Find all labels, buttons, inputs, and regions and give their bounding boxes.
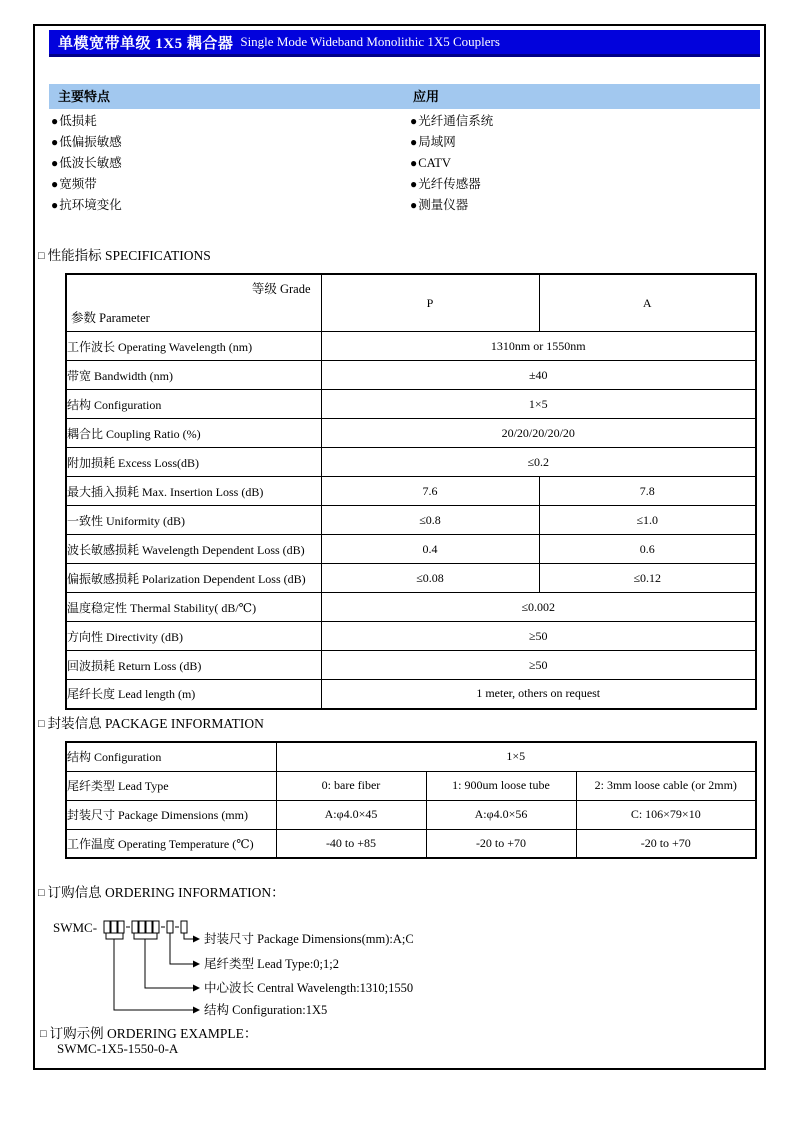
row-value: A:φ4.0×45 <box>276 800 426 829</box>
legend-package-dimensions: 封装尺寸 Package Dimensions(mm):A;C <box>204 932 414 946</box>
section-title-zh: 性能指标 <box>47 248 102 263</box>
specifications-table <box>65 273 757 710</box>
row-value: A:φ4.0×56 <box>426 800 576 829</box>
features-heading: 主要特点 <box>58 89 111 104</box>
row-value-a: 0.6 <box>539 535 756 564</box>
feature-label: 低偏振敏感 <box>59 135 122 149</box>
row-value: 1310nm or 1550nm <box>321 332 756 361</box>
table-header-row <box>66 274 756 332</box>
bullet-icon: ● <box>51 198 59 212</box>
table-row <box>66 448 756 477</box>
row-label: 回波损耗 Return Loss (dB) <box>66 651 321 680</box>
row-value-p: 0.4 <box>321 535 539 564</box>
legend-central-wavelength: 中心波长 Central Wavelength:1310;1550 <box>204 981 414 995</box>
application-label: 光纤传感器 <box>418 177 481 191</box>
row-value: -20 to +70 <box>576 829 756 858</box>
list-item <box>51 174 122 195</box>
table-row <box>66 477 756 506</box>
row-label: 附加损耗 Excess Loss(dB) <box>66 448 321 477</box>
table-row <box>66 419 756 448</box>
row-value: -40 to +85 <box>276 829 426 858</box>
section-title-en: ORDERING INFORMATION： <box>105 885 285 900</box>
legend-configuration: 结构 Configuration:1X5 <box>204 1003 328 1017</box>
row-value-p: ≤0.08 <box>321 564 539 593</box>
grade-label: 等级 Grade <box>251 282 311 296</box>
package-section-title <box>38 712 264 732</box>
ordering-section-title <box>38 881 285 901</box>
legend-lead-type: 尾纤类型 Lead Type:0;1;2 <box>204 957 339 971</box>
row-value: ≤0.002 <box>321 593 756 622</box>
bullet-icon: ● <box>51 114 59 128</box>
row-value-a: ≤0.12 <box>539 564 756 593</box>
list-item <box>410 174 493 195</box>
diagram-connector-lines <box>106 933 193 1010</box>
table-row <box>66 680 756 709</box>
specifications-section-title <box>38 244 211 264</box>
package-table <box>65 741 757 859</box>
row-value: 1: 900um loose tube <box>426 771 576 800</box>
list-item <box>51 153 122 174</box>
row-label: 结构 Configuration <box>66 742 276 771</box>
bullet-icon: ● <box>410 177 418 191</box>
square-bullet-icon: □ <box>38 250 45 262</box>
applications-heading: 应用 <box>413 89 440 104</box>
bullet-icon: ● <box>410 198 418 212</box>
application-label: 光纤通信系统 <box>418 114 494 128</box>
row-value-a: ≤1.0 <box>539 506 756 535</box>
column-header-p: P <box>321 274 539 332</box>
table-row <box>66 622 756 651</box>
corner-cell <box>66 274 321 332</box>
list-item <box>51 132 122 153</box>
ordering-example-code: SWMC-1X5-1550-0-A <box>57 1041 179 1056</box>
row-label: 尾纤类型 Lead Type <box>66 771 276 800</box>
row-label: 尾纤长度 Lead length (m) <box>66 680 321 709</box>
row-value-p: 7.6 <box>321 477 539 506</box>
table-row <box>66 771 756 800</box>
row-value-a: 7.8 <box>539 477 756 506</box>
row-label: 带宽 Bandwidth (nm) <box>66 361 321 390</box>
code-digit-boxes <box>104 921 187 933</box>
application-label: 局域网 <box>418 135 456 149</box>
row-value: ≤0.2 <box>321 448 756 477</box>
table-row <box>66 829 756 858</box>
row-label: 工作波长 Operating Wavelength (nm) <box>66 332 321 361</box>
row-label: 偏振敏感损耗 Polarization Dependent Loss (dB) <box>66 564 321 593</box>
row-label: 温度稳定性 Thermal Stability( dB/℃) <box>66 593 321 622</box>
list-item <box>51 111 122 132</box>
row-value: 1×5 <box>321 390 756 419</box>
row-value: ≥50 <box>321 651 756 680</box>
row-label: 方向性 Directivity (dB) <box>66 622 321 651</box>
table-row <box>66 361 756 390</box>
row-value: C: 106×79×10 <box>576 800 756 829</box>
features-list <box>51 111 122 216</box>
row-value: 1×5 <box>276 742 756 771</box>
row-value: ±40 <box>321 361 756 390</box>
feature-label: 低波长敏感 <box>59 156 122 170</box>
feature-label: 低损耗 <box>59 114 97 128</box>
table-row <box>66 390 756 419</box>
section-title-zh: 订购示例 <box>49 1026 104 1041</box>
table-row <box>66 651 756 680</box>
row-label: 结构 Configuration <box>66 390 321 419</box>
bullet-icon: ● <box>51 135 59 149</box>
row-value: 2: 3mm loose cable (or 2mm) <box>576 771 756 800</box>
applications-list <box>410 111 493 216</box>
feature-label: 抗环境变化 <box>59 198 122 212</box>
row-value-p: ≤0.8 <box>321 506 539 535</box>
section-title-en: PACKAGE INFORMATION <box>105 716 264 731</box>
row-label: 工作温度 Operating Temperature (℃) <box>66 829 276 858</box>
column-header-a: A <box>539 274 756 332</box>
row-label: 一致性 Uniformity (dB) <box>66 506 321 535</box>
title-chinese: 单模宽带单级 1X5 耦合器 <box>58 35 234 52</box>
document-title-bar <box>49 30 760 57</box>
bullet-icon: ● <box>51 177 59 191</box>
table-row <box>66 742 756 771</box>
ordering-code-diagram <box>50 912 540 1022</box>
list-item <box>410 132 493 153</box>
table-row <box>66 593 756 622</box>
table-row <box>66 535 756 564</box>
row-value: ≥50 <box>321 622 756 651</box>
ordering-code-prefix: SWMC- <box>53 920 98 935</box>
bullet-icon: ● <box>410 114 418 128</box>
section-title-en: ORDERING EXAMPLE： <box>107 1026 258 1041</box>
example-section-title <box>40 1022 257 1042</box>
row-label: 波长敏感损耗 Wavelength Dependent Loss (dB) <box>66 535 321 564</box>
square-bullet-icon: □ <box>38 887 45 899</box>
list-item <box>410 195 493 216</box>
arrow-icon <box>193 936 200 1014</box>
row-value: 20/20/20/20/20 <box>321 419 756 448</box>
row-value: -20 to +70 <box>426 829 576 858</box>
row-label: 耦合比 Coupling Ratio (%) <box>66 419 321 448</box>
list-item <box>410 153 493 174</box>
parameter-label: 参数 Parameter <box>71 311 150 325</box>
row-value: 0: bare fiber <box>276 771 426 800</box>
bullet-icon: ● <box>410 156 418 170</box>
table-row <box>66 332 756 361</box>
feature-label: 宽频带 <box>59 177 97 191</box>
row-label: 最大插入损耗 Max. Insertion Loss (dB) <box>66 477 321 506</box>
title-english: Single Mode Wideband Monolithic 1X5 Couplers <box>240 34 500 49</box>
list-item <box>51 195 122 216</box>
application-label: 测量仪器 <box>418 198 469 212</box>
square-bullet-icon: □ <box>38 718 45 730</box>
bullet-icon: ● <box>410 135 418 149</box>
row-value: 1 meter, others on request <box>321 680 756 709</box>
list-item <box>410 111 493 132</box>
application-label: CATV <box>418 156 451 170</box>
table-row <box>66 800 756 829</box>
row-label: 封装尺寸 Package Dimensions (mm) <box>66 800 276 829</box>
bullet-icon: ● <box>51 156 59 170</box>
section-title-zh: 订购信息 <box>47 885 102 900</box>
table-row <box>66 506 756 535</box>
table-row <box>66 564 756 593</box>
section-title-en: SPECIFICATIONS <box>105 248 211 263</box>
square-bullet-icon: □ <box>40 1028 47 1040</box>
section-header-bar <box>49 84 760 109</box>
section-title-zh: 封装信息 <box>47 716 102 731</box>
